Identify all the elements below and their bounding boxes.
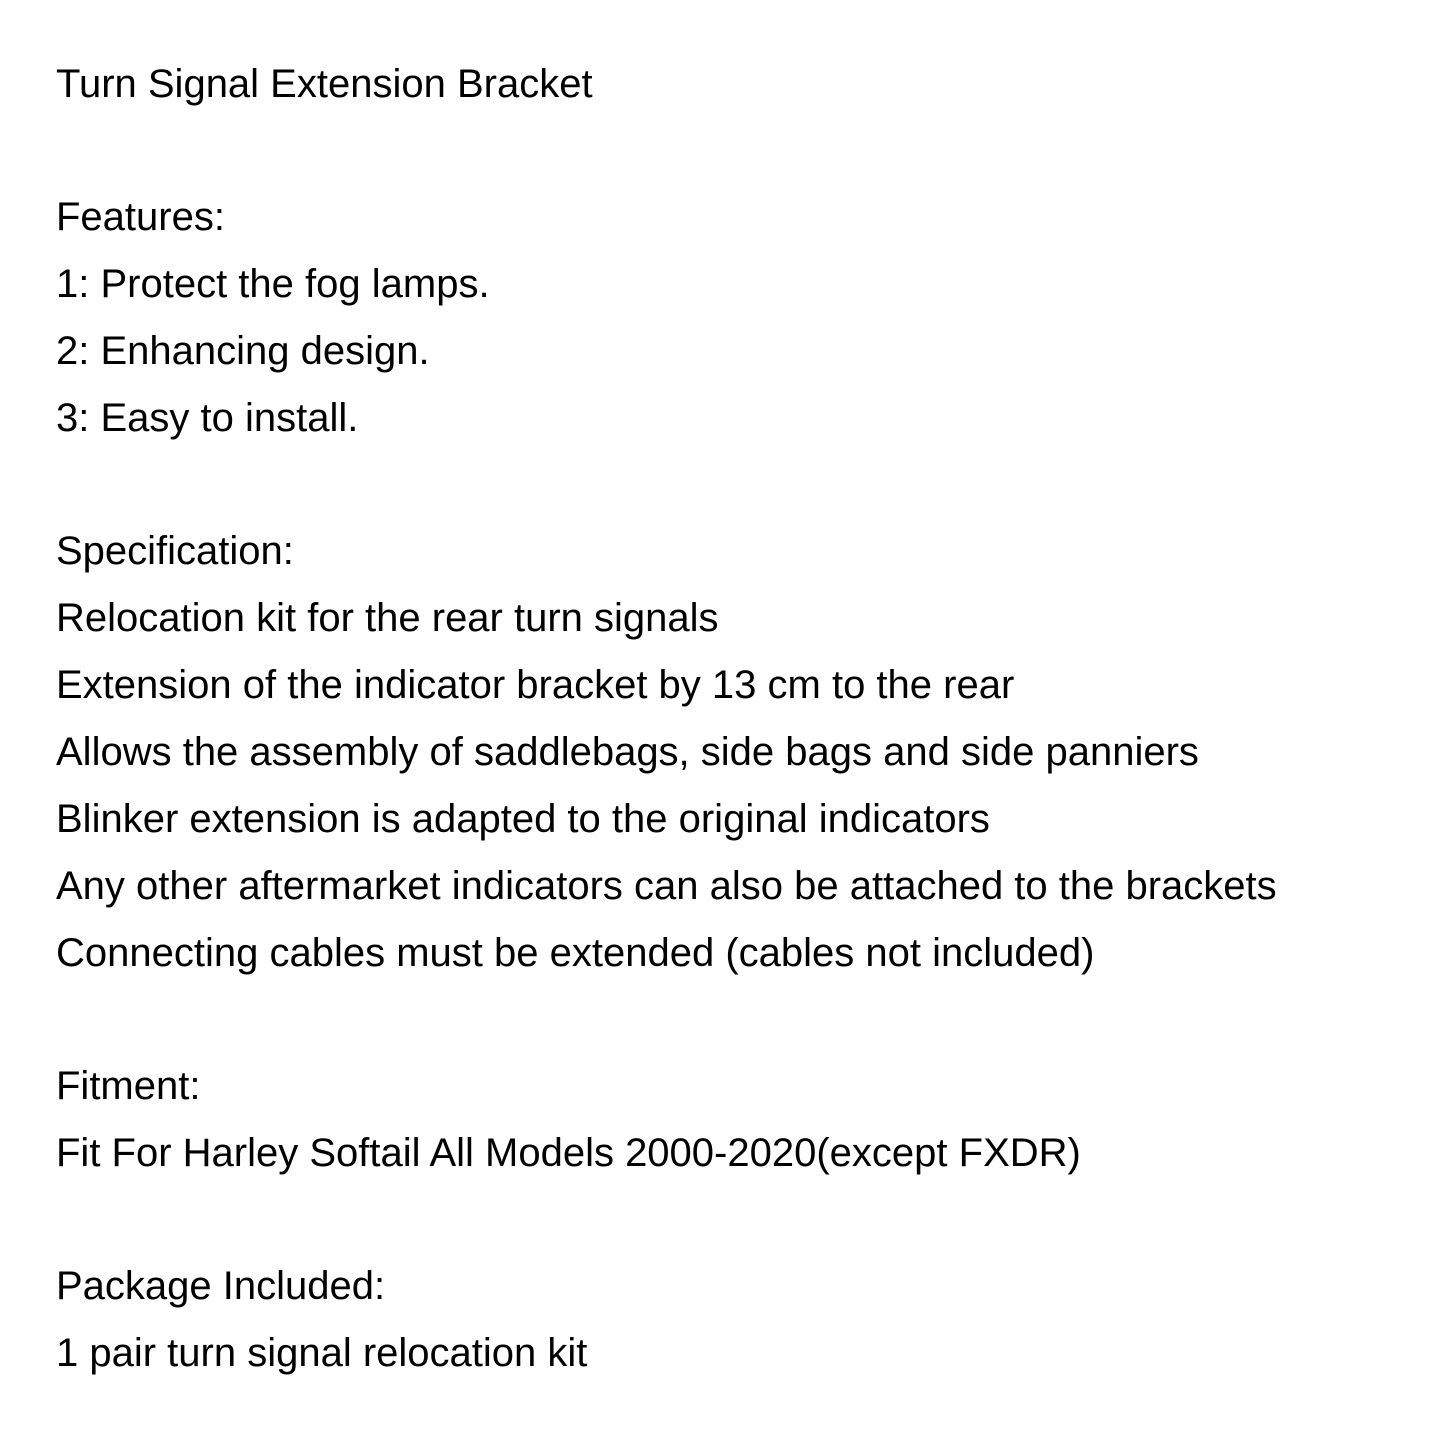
feature-item: 2: Enhancing design.: [56, 329, 430, 373]
specification-heading: Specification:: [56, 529, 294, 573]
specification-item: Extension of the indicator bracket by 13 cm to the rear: [56, 663, 1015, 707]
feature-item: 1: Protect the fog lamps.: [56, 262, 490, 306]
features-heading: Features:: [56, 195, 225, 239]
package-item: 1 pair turn signal relocation kit: [56, 1331, 588, 1375]
fitment-item: Fit For Harley Softail All Models 2000-2020(except FXDR): [56, 1131, 1081, 1175]
specification-item: Any other aftermarket indicators can also be attached to the brackets: [56, 864, 1277, 908]
fitment-heading: Fitment:: [56, 1064, 201, 1108]
specification-item: Blinker extension is adapted to the original indicators: [56, 797, 990, 841]
specification-item: Connecting cables must be extended (cables not included): [56, 931, 1095, 975]
feature-item: 3: Easy to install.: [56, 396, 359, 440]
specification-item: Relocation kit for the rear turn signals: [56, 596, 719, 640]
specification-item: Allows the assembly of saddlebags, side bags and side panniers: [56, 730, 1199, 774]
package-heading: Package Included:: [56, 1264, 386, 1308]
document-title: Turn Signal Extension Bracket: [56, 62, 593, 106]
